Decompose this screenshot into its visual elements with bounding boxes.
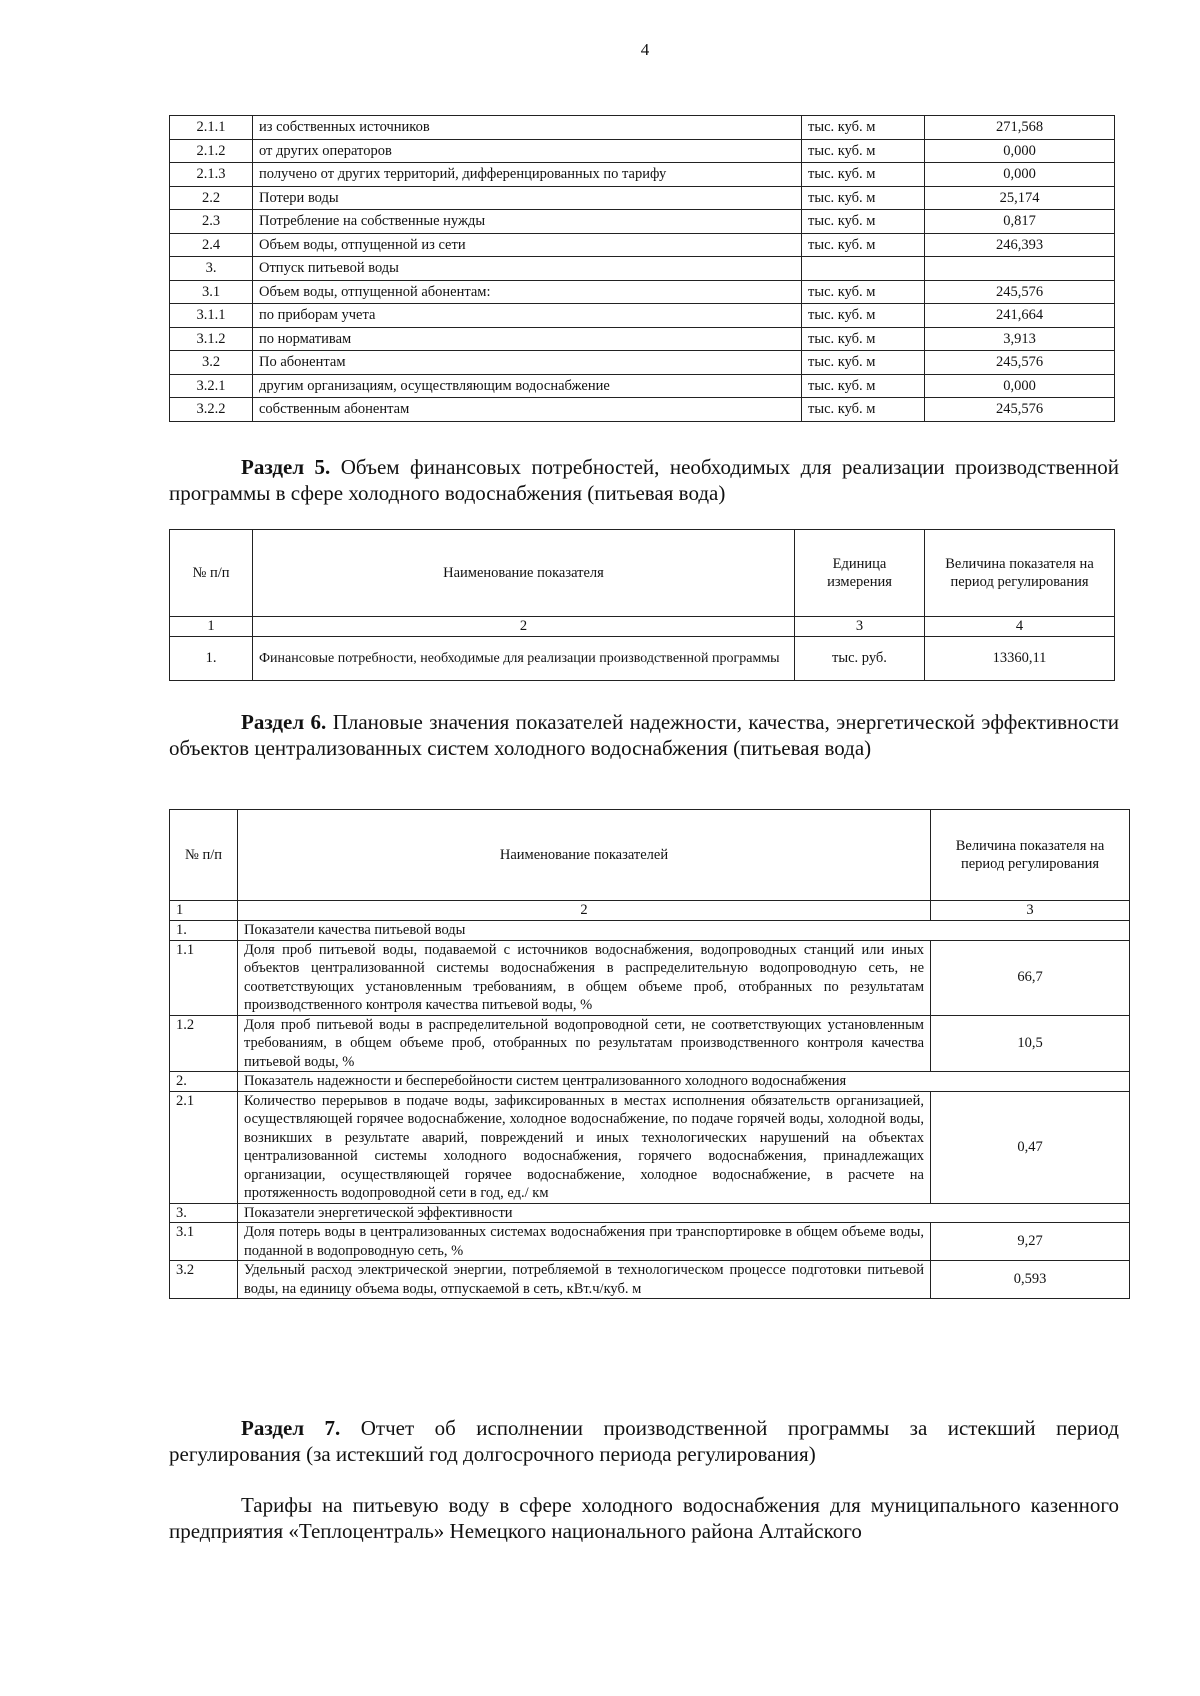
header-name: Наименование показателя [253, 530, 795, 617]
row-value: 0,000 [925, 139, 1115, 163]
row-number: 2.1.3 [170, 163, 253, 187]
section-7-label: Раздел 7. [241, 1416, 341, 1440]
row-name: собственным абонентам [253, 398, 802, 422]
row-name: по приборам учета [253, 304, 802, 328]
col-number: 4 [925, 617, 1115, 637]
col-number: 3 [795, 617, 925, 637]
row-value: 25,174 [925, 186, 1115, 210]
table-row [170, 304, 1115, 328]
col-number: 3 [931, 901, 1130, 921]
table-row [170, 1015, 1130, 1072]
group-row [170, 921, 1130, 941]
row-unit: тыс. куб. м [802, 374, 925, 398]
table-row [170, 163, 1115, 187]
row-unit: тыс. руб. [795, 637, 925, 681]
row-number: 2.1 [170, 1091, 238, 1203]
row-number: 2.4 [170, 233, 253, 257]
header-number: № п/п [170, 530, 253, 617]
row-number: 2. [170, 1072, 238, 1092]
row-number: 2.1.1 [170, 116, 253, 140]
row-name: Потери воды [253, 186, 802, 210]
row-number: 1.2 [170, 1015, 238, 1072]
row-name: Показатель надежности и бесперебойности систем централизованного холодного водоснабжения [238, 1072, 1130, 1092]
water-volume-table [169, 115, 1115, 422]
row-number: 1. [170, 637, 253, 681]
row-unit: тыс. куб. м [802, 139, 925, 163]
row-name: Потребление на собственные нужды [253, 210, 802, 234]
row-unit: тыс. куб. м [802, 327, 925, 351]
row-name: по нормативам [253, 327, 802, 351]
header-value: Величина показателя на период регулирования [925, 530, 1115, 617]
row-name: Объем воды, отпущенной из сети [253, 233, 802, 257]
table-row [170, 940, 1130, 1015]
row-value: 3,913 [925, 327, 1115, 351]
table-row [170, 398, 1115, 422]
row-unit: тыс. куб. м [802, 280, 925, 304]
table-row [170, 233, 1115, 257]
row-unit: тыс. куб. м [802, 163, 925, 187]
row-value: 10,5 [931, 1015, 1130, 1072]
row-number: 2.1.2 [170, 139, 253, 163]
row-unit: тыс. куб. м [802, 351, 925, 375]
row-number: 3. [170, 1203, 238, 1223]
row-name: Доля проб питьевой воды, подаваемой с источников водоснабжения, водопроводных станций или иных объектов централизованной системы водоснабжения в распределительную водопроводную сеть, не соответствующих установленным требованиям, в общем объеме проб, отобранных по результатам производственного контроля качества питьевой воды, % [238, 940, 931, 1015]
header-name: Наименование показателей [238, 810, 931, 901]
row-name: Удельный расход электрической энергии, потребляемой в технологическом процессе подготовки питьевой воды, на единицу объема воды, отпускаемой в сеть, кВт.ч/куб. м [238, 1261, 931, 1299]
row-number: 3.2 [170, 351, 253, 375]
row-number: 3.2.2 [170, 398, 253, 422]
row-value: 271,568 [925, 116, 1115, 140]
table-row [170, 351, 1115, 375]
section-5-title: Объем финансовых потребностей, необходимых для реализации производственной программы в сфере холодного водоснабжения (питьевая вода) [169, 455, 1119, 505]
header-number: № п/п [170, 810, 238, 901]
row-number: 1.1 [170, 940, 238, 1015]
header-value: Величина показателя на период регулирования [931, 810, 1130, 901]
row-value: 0,817 [925, 210, 1115, 234]
table-row [170, 1091, 1130, 1203]
table-row [170, 637, 1115, 681]
section-6-title: Плановые значения показателей надежности, качества, энергетической эффективности объектов централизованных систем холодного водоснабжения (питьевая вода) [169, 710, 1119, 760]
row-value: 13360,11 [925, 637, 1115, 681]
row-name: Количество перерывов в подаче воды, зафиксированных в местах исполнения обязательств организацией, осуществляющей горячее водоснабжение, холодное водоснабжение, по подаче горячей воды, холодной воды, возникших в результате аварий, повреждений и иных технологических нарушений на объектах централизованной системы холодного водоснабжения, горячего водоснабжения, принадлежащих организации, осуществляющей горячее водоснабжение, холодное водоснабжение, в расчете на протяженность водопроводной сети в год, ед./ км [238, 1091, 931, 1203]
section-5-label: Раздел 5. [241, 455, 331, 479]
row-name: Показатели качества питьевой воды [238, 921, 1130, 941]
row-number: 3.1.2 [170, 327, 253, 351]
row-name: Отпуск питьевой воды [253, 257, 802, 281]
table-row [170, 374, 1115, 398]
table-row [170, 1223, 1130, 1261]
body-paragraph: Тарифы на питьевую воду в сфере холодного водоснабжения для муниципального казенного предприятия «Теплоцентраль» Немецкого национального района Алтайского [169, 1493, 1119, 1543]
row-number: 3.1 [170, 280, 253, 304]
row-number: 3.1 [170, 1223, 238, 1261]
table-row [170, 116, 1115, 140]
row-number: 3.1.1 [170, 304, 253, 328]
group-row [170, 1072, 1130, 1092]
row-value: 9,27 [931, 1223, 1130, 1261]
table-row [170, 139, 1115, 163]
row-value: 0,000 [925, 374, 1115, 398]
row-unit: тыс. куб. м [802, 304, 925, 328]
row-value: 246,393 [925, 233, 1115, 257]
row-name: Доля проб питьевой воды в распределительной водопроводной сети, не соответствующих установленным требованиям, в общем объеме проб, отобранных по результатам производственного контроля качества питьевой воды, % [238, 1015, 931, 1072]
row-value: 245,576 [925, 351, 1115, 375]
row-number: 3.2 [170, 1261, 238, 1299]
table-row [170, 1261, 1130, 1299]
row-name: из собственных источников [253, 116, 802, 140]
row-name: Доля потерь воды в централизованных системах водоснабжения при транспортировке в общем объеме воды, поданной в водопроводную сеть, % [238, 1223, 931, 1261]
row-value: 66,7 [931, 940, 1130, 1015]
row-number: 1. [170, 921, 238, 941]
row-value: 0,593 [931, 1261, 1130, 1299]
row-unit: тыс. куб. м [802, 186, 925, 210]
table-row [170, 257, 1115, 281]
row-name: По абонентам [253, 351, 802, 375]
row-value: 0,000 [925, 163, 1115, 187]
section-5-heading [169, 454, 1119, 506]
table-row [170, 210, 1115, 234]
row-value [925, 257, 1115, 281]
row-number: 2.3 [170, 210, 253, 234]
header-unit: Единица измерения [795, 530, 925, 617]
row-name: получено от других территорий, дифференцированных по тарифу [253, 163, 802, 187]
table-row [170, 186, 1115, 210]
page-number: 4 [640, 40, 650, 59]
row-name: Финансовые потребности, необходимые для реализации производственной программы [253, 637, 795, 681]
col-number: 1 [170, 901, 238, 921]
col-number: 2 [238, 901, 931, 921]
section-6-label: Раздел 6. [241, 710, 327, 734]
section-7-heading [169, 1415, 1119, 1467]
indicators-table [169, 809, 1130, 1299]
row-unit: тыс. куб. м [802, 398, 925, 422]
row-value: 0,47 [931, 1091, 1130, 1203]
financial-needs-table [169, 529, 1115, 681]
row-number: 3. [170, 257, 253, 281]
col-number: 1 [170, 617, 253, 637]
col-number: 2 [253, 617, 795, 637]
row-unit: тыс. куб. м [802, 116, 925, 140]
group-row [170, 1203, 1130, 1223]
row-unit: тыс. куб. м [802, 233, 925, 257]
table-row [170, 327, 1115, 351]
row-name: Показатели энергетической эффективности [238, 1203, 1130, 1223]
row-number: 2.2 [170, 186, 253, 210]
row-name: другим организациям, осуществляющим водоснабжение [253, 374, 802, 398]
row-unit: тыс. куб. м [802, 210, 925, 234]
row-name: Объем воды, отпущенной абонентам: [253, 280, 802, 304]
table-row [170, 280, 1115, 304]
row-name: от других операторов [253, 139, 802, 163]
section-6-heading [169, 709, 1119, 761]
row-number: 3.2.1 [170, 374, 253, 398]
row-value: 245,576 [925, 398, 1115, 422]
row-unit [802, 257, 925, 281]
section-7-title: Отчет об исполнении производственной программы за истекший период регулирования (за истекший год долгосрочного периода регулирования) [169, 1416, 1119, 1466]
row-value: 241,664 [925, 304, 1115, 328]
row-value: 245,576 [925, 280, 1115, 304]
